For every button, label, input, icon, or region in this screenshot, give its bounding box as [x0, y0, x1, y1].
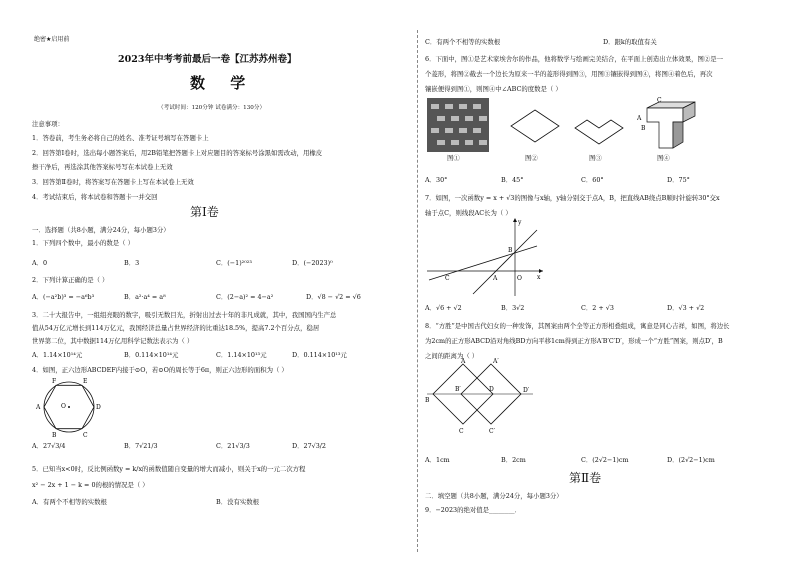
escher-tessellation-figure [427, 98, 489, 152]
q2-stem: 2．下列计算正确的是（ ） [32, 276, 109, 284]
fig1-label: 图① [447, 154, 460, 162]
q1-stem: 1．下列四个数中，最小的数是（ ） [32, 239, 134, 247]
q4-option-a: A．27√3/4 [32, 442, 66, 450]
fang-label-c-prime: C′ [489, 428, 495, 435]
q3-option-a: A．1.14×10¹⁴元 [32, 351, 83, 359]
q3-option-c: C．1.14×10¹³元 [216, 351, 267, 359]
graph7-label-o: O [517, 275, 522, 282]
notice-3: 3．回答第Ⅱ卷时，将答案写在答题卡上写在本试卷上无效 [32, 178, 194, 186]
hex-label-o: O [61, 403, 66, 410]
hexagon-circle-figure [34, 374, 104, 440]
q8-option-c: C．(2√2−1)cm [581, 456, 629, 464]
fang-label-a: A [461, 358, 466, 365]
graph7-label-y: y [518, 219, 522, 226]
q3-line-1: 3．二十大报告中，一组组亮眼的数字，吸引无数目光，折射出过去十年的非凡成就，其中，我国国内生产总 [32, 311, 337, 319]
q7-line-2: 轴于点C，则线段AC长为（ ） [425, 209, 512, 217]
q2-option-a: A．(−a²b)³ = −a⁶b³ [32, 293, 95, 301]
fig4-label-b: B [641, 125, 646, 132]
notice-1: 1．答卷前，考生务必将自己的姓名、准考证号填写在答题卡上 [32, 134, 209, 142]
hex-label-c: C [83, 432, 88, 439]
hex-label-e: E [83, 378, 88, 385]
notice-2-cont: 擦干净后，再选涂其他答案标号写在本试卷上无效 [32, 163, 173, 171]
hex-label-d: D [96, 404, 101, 411]
q4-option-c: C．21√3/3 [216, 442, 250, 450]
q6-option-d: D．75° [667, 176, 690, 184]
notice-title: 注意事项： [32, 120, 64, 128]
fig4-label-a: A [637, 115, 642, 122]
q6-option-b: B．45° [501, 176, 524, 184]
q6-line-1: 6．下面中，图①是艺术家埃舍尔的作品，他将数学与绘画完美结合，在平面上创造出立体效果，图②是一 [425, 55, 724, 63]
notice-2: 2．回答第Ⅰ卷时，选出每小题答案后，用2B铅笔把答题卡上对应题目的答案标号涂黑如需改动，用橡皮 [32, 149, 323, 157]
q3-option-d: D．0.114×10¹³元 [292, 351, 347, 359]
q5-option-b: B．没有实数根 [216, 498, 260, 506]
fig3-label: 图③ [589, 154, 602, 162]
q7-option-d: D．√3 + √2 [667, 304, 705, 312]
q7-option-b: B．3√2 [501, 304, 525, 312]
fang-label-d: D [489, 386, 494, 393]
q3-line-3: 世界第二位，其中数据114万亿用科学记数法表示为（ ） [32, 337, 194, 345]
cube-tessellation-figure [637, 96, 707, 154]
graph7-label-a: A [493, 275, 498, 282]
q7-option-a: A．√6 + √2 [425, 304, 462, 312]
q1-option-a: A．0 [32, 259, 48, 267]
hex-label-f: F [52, 378, 57, 385]
q8-line-1: 8．“方胜”是中国古代妇女的一种发饰，其图案由两个全等正方形相叠组成，寓意是同心吉祥，如图，将边长 [425, 322, 730, 330]
q5-option-c: C．有两个不相等的实数根 [425, 38, 501, 46]
graph7-label-b: B [508, 247, 513, 254]
hex-label-a: A [36, 404, 41, 411]
q6-line-3: 镶嵌便得到图①，则图④中∠ABC的度数是（ ） [425, 85, 562, 93]
q5-line-2: x² − 2x + 1 − k = 0的根的情况是（ ） [32, 481, 149, 489]
q9-stem: 9．−2023的绝对值是________． [425, 506, 521, 514]
q2-option-b: B．a²·a⁴ = a⁸ [124, 293, 166, 301]
q8-option-d: D．(2√2−1)cm [667, 456, 715, 464]
q6-option-c: C．60° [581, 176, 604, 184]
fig4-label-c: C [657, 97, 662, 104]
q6-line-2: 个菱形，将图②截去一个边长为原来一半的菱形得到图③，用图③镶嵌得到图④，将图④着色后，再次 [425, 70, 713, 78]
q5-option-d: D．跟k的取值有关 [603, 38, 657, 46]
q5-option-a: A．有两个不相等的实数根 [32, 498, 107, 506]
fig2-label: 图② [525, 154, 538, 162]
q3-line-2: 值从54万亿元增长到114万亿元，我国经济总量占世界经济的比重达18.5%，提高7.2个百分点，稳居 [32, 324, 320, 332]
fang-label-a-prime: A′ [493, 358, 499, 365]
q2-option-d: D．√8 − √2 = √6 [306, 293, 361, 301]
section2-heading: 二．填空题（共8小题，满分24分，每小题3分） [425, 492, 563, 500]
fang-label-c: C [459, 428, 464, 435]
q1-option-c: C．(−1)²⁰²³ [216, 259, 252, 267]
secret-label: 绝密★启用前 [34, 36, 70, 43]
q4-option-d: D．27√3/2 [292, 442, 327, 450]
fig4-label: 图④ [657, 154, 670, 162]
q2-option-c: C．(2−a)² = 4−a² [216, 293, 274, 301]
column-divider [417, 30, 418, 552]
part2-title: 第Ⅱ卷 [569, 471, 602, 485]
graph7-label-x: x [537, 274, 541, 281]
graph7-label-c: C [445, 275, 450, 282]
cut-rhombus-figure [571, 106, 627, 150]
q1-option-b: B．3 [124, 259, 140, 267]
q4-option-b: B．7√21/3 [124, 442, 158, 450]
q8-line-2: 为2cm的正方形ABCD沿对角线BD方向平移1cm得到正方形A′B′C′D′，形成一个“方胜”图案，则点D′，B [425, 337, 723, 345]
q5-line-1: 5．已知当x<0时，反比例函数y = k/x的函数值随自变量的增大而减小，则关于x的一元二次方程 [32, 465, 306, 473]
q7-option-c: C．2 + √3 [581, 304, 614, 312]
rhombus-figure [507, 106, 563, 150]
q8-option-a: A．1cm [425, 456, 450, 464]
linear-function-graph [425, 216, 545, 298]
q6-option-a: A．30° [425, 176, 448, 184]
q4-stem: 4．如图，正六边形ABCDEF内接于⊙O，若⊙O的周长等于6π，则正六边形的面积为（ ） [32, 366, 288, 374]
fang-label-b: B [425, 397, 430, 404]
fang-label-b-prime: B′ [455, 386, 461, 393]
q7-line-1: 7．如图，一次函数y = x + √3的图像与x轴，y轴分别交于点A，B，把直线AB绕点B顺时针旋转30°交x [425, 194, 720, 202]
exam-info: （考试时间：120分钟 试卷满分：130分） [158, 105, 266, 111]
q3-option-b: B．0.114×10¹⁴元 [124, 351, 179, 359]
part1-title: 第Ⅰ卷 [190, 205, 219, 219]
q8-option-b: B．2cm [501, 456, 526, 464]
q8-line-3: 之间的距离为（ ） [425, 352, 479, 360]
fangsheng-figure [425, 358, 545, 438]
notice-4: 4．考试结束后，将本试卷和答题卡一并交回 [32, 193, 158, 201]
fang-label-d-prime: D′ [523, 387, 530, 394]
exam-title: 2023年中考考前最后一卷【江苏苏州卷】 [118, 54, 297, 65]
hex-label-b: B [52, 432, 57, 439]
subject-title: 数 学 [190, 74, 256, 92]
section1-heading: 一．选择题（共8小题，满分24分，每小题3分） [32, 226, 170, 234]
q1-option-d: D．(−2023)⁰ [292, 259, 333, 267]
